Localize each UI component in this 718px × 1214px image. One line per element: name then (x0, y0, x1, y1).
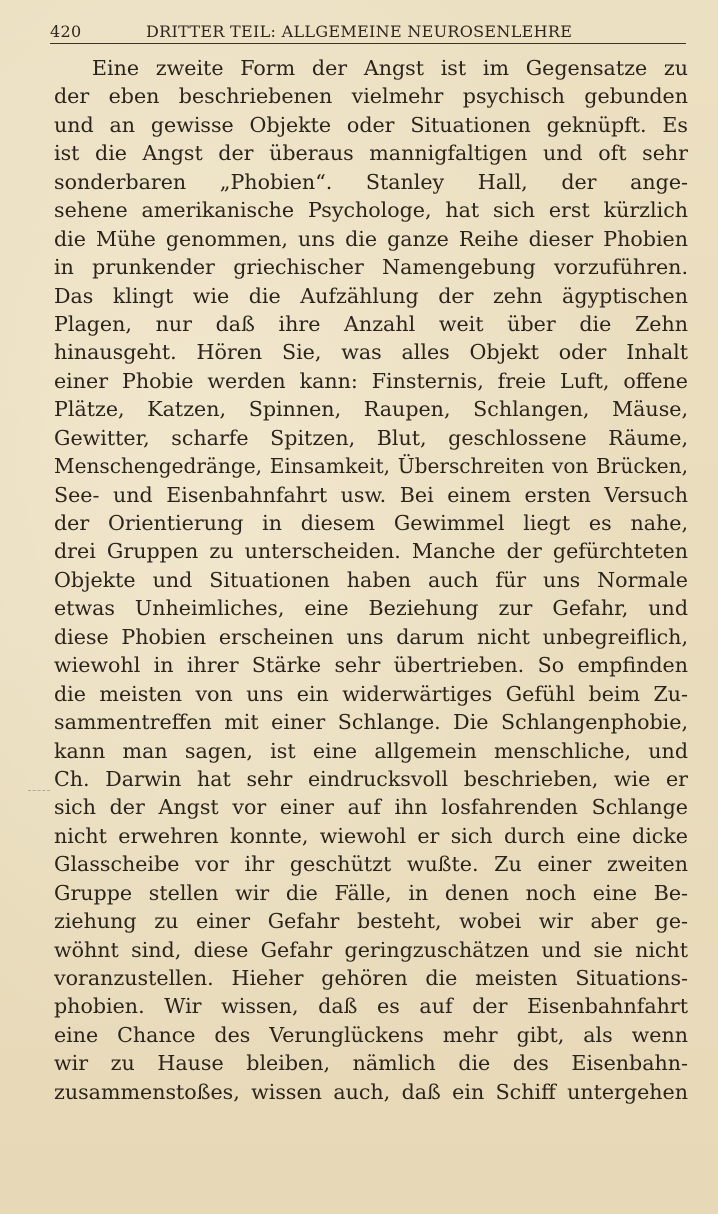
text-line: sich der Angst vor einer auf ihn losfahrenden Schlange (54, 795, 688, 820)
text-line: wöhnt sind, diese Gefahr geringzuschätzen und sie nicht (54, 937, 688, 962)
text-line: Eine zweite Form der Angst ist im Gegensatze zu (92, 56, 688, 80)
header-rule (50, 43, 686, 44)
text-line: etwas Unheimliches, eine Beziehung zur Gefahr, und (54, 596, 688, 621)
margin-pencil-mark (28, 790, 50, 791)
text-line: Gewitter, scharfe Spitzen, Blut, geschlossene Räume, (54, 425, 688, 450)
text-line: Menschengedränge, Einsamkeit, Überschreiten von Brücken, (54, 454, 688, 479)
text-line: drei Gruppen zu unterscheiden. Manche der gefürchteten (54, 539, 688, 564)
body-text (54, 54, 688, 1106)
text-line: Plätze, Katzen, Spinnen, Raupen, Schlangen, Mäuse, (54, 397, 688, 422)
text-line: Glasscheibe vor ihr geschützt wußte. Zu einer zweiten (54, 852, 688, 877)
text-line: sammentreffen mit einer Schlange. Die Schlangenphobie, (54, 710, 688, 735)
text-line: Plagen, nur daß ihre Anzahl weit über die Zehn (54, 311, 688, 336)
page-header (50, 20, 686, 42)
text-line: voranzustellen. Hieher gehören die meisten Situations- (54, 966, 688, 990)
text-line: eine Chance des Verunglückens mehr gibt, als wenn (54, 1022, 688, 1047)
text-line: ziehung zu einer Gefahr besteht, wobei wir aber ge- (54, 909, 688, 934)
text-line: einer Phobie werden kann: Finsternis, freie Luft, offene (54, 368, 688, 393)
text-line: hinausgeht. Hören Sie, was alles Objekt oder Inhalt (54, 340, 688, 365)
text-line: nicht erwehren konnte, wiewohl er sich durch eine dicke (54, 823, 688, 848)
text-line: der eben beschriebenen vielmehr psychisch gebunden (54, 84, 688, 109)
text-line: ist die Angst der überaus mannigfaltigen und oft sehr (54, 141, 688, 166)
text-line: kann man sagen, ist eine allgemein menschliche, und (54, 738, 688, 763)
text-line: Das klingt wie die Aufzählung der zehn ägyptischen (54, 283, 688, 308)
text-line: phobien. Wir wissen, daß es auf der Eisenbahnfahrt (54, 994, 688, 1019)
text-line: der Orientierung in diesem Gewimmel liegt es nahe, (54, 511, 688, 535)
text-line: wiewohl in ihrer Stärke sehr übertrieben. So empfinden (54, 653, 688, 678)
text-line: Gruppe stellen wir die Fälle, in denen noch eine Be- (54, 880, 688, 905)
text-line: sonderbaren „Phobien“. Stanley Hall, der ange- (54, 169, 688, 194)
text-line: See- und Eisenbahnfahrt usw. Bei einem ersten Versuch (54, 482, 688, 507)
running-head: DRITTER TEIL: ALLGEMEINE NEUROSENLEHRE (146, 22, 573, 41)
page-number: 420 (50, 22, 82, 41)
text-line: in prunkender griechischer Namengebung vorzuführen. (54, 255, 688, 280)
text-line: Objekte und Situationen haben auch für uns Normale (54, 567, 688, 592)
text-line: und an gewisse Objekte oder Situationen geknüpft. Es (54, 112, 688, 137)
text-line: wir zu Hause bleiben, nämlich die des Eisenbahn- (54, 1051, 688, 1076)
text-line: die meisten von uns ein widerwärtiges Gefühl beim Zu- (54, 681, 688, 706)
text-line: die Mühe genommen, uns die ganze Reihe dieser Phobien (54, 226, 688, 251)
text-line: Ch. Darwin hat sehr eindrucksvoll beschrieben, wie er (54, 766, 688, 791)
text-line: zusammenstoßes, wissen auch, daß ein Schiff untergehen (54, 1079, 688, 1104)
text-line: sehene amerikanische Psychologe, hat sich erst kürzlich (54, 198, 688, 223)
text-line: diese Phobien erscheinen uns darum nicht unbegreiflich, (54, 624, 688, 649)
